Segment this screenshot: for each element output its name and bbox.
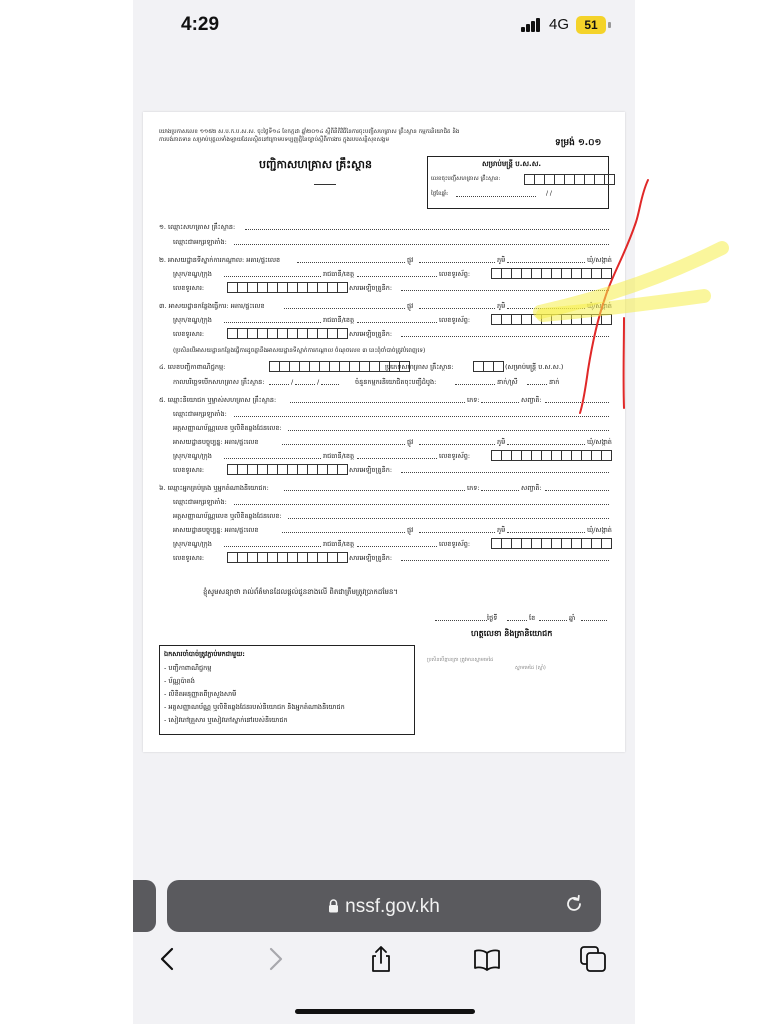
row-label: ១. ឈ្មោះសហគ្រាស គ្រឹះស្ថាន: — [159, 223, 236, 231]
office-reg-boxes[interactable] — [524, 174, 614, 185]
row-label: ផ្លូវ — [407, 526, 414, 534]
fill-line[interactable] — [288, 518, 609, 519]
row-label: លេខទូរស័ព្ទ: — [439, 270, 471, 278]
row-label: ឃុំ/សង្កាត់ — [587, 438, 612, 446]
row-label: លេខទូរស័ព្ទ: — [439, 452, 471, 460]
digit-boxes[interactable] — [227, 464, 347, 475]
browser-toolbar — [133, 935, 635, 985]
row-label: (ប្រសិនបើអាសយដ្ឋានកន្លែងធ្វើការដូចគ្នានឹងអាសយដ្ឋានទីស្នាក់ការកណ្ដាល ចំណុចលេខ ៣ នេះពុំចាំបាច់ត្រូវបំពេញទេ) — [173, 348, 426, 354]
fill-line[interactable] — [545, 402, 609, 403]
fill-line[interactable] — [357, 458, 437, 459]
fill-line[interactable] — [481, 490, 519, 491]
row-label: រាជធានី/ខេត្ត — [323, 270, 355, 278]
office-date-sep: / / — [546, 190, 552, 197]
row-label: សារអេឡិចត្រូនិក: — [349, 466, 393, 474]
url-domain: nssf.gov.kh — [345, 896, 440, 917]
fill-line[interactable] — [284, 490, 465, 491]
fill-line[interactable] — [284, 308, 405, 309]
signature-note-1: ប្រសិនបើគ្មានត្រា ត្រូវមានស្នាមមេដៃ — [427, 657, 494, 663]
row-label: ផ្លូវ — [407, 256, 414, 264]
row-label: លេខទូរស័ព្ទ: — [439, 316, 471, 324]
lock-icon — [328, 899, 339, 913]
digit-boxes[interactable] — [491, 268, 611, 279]
fill-line[interactable] — [419, 308, 495, 309]
fill-line[interactable] — [290, 402, 465, 403]
office-date-line[interactable] — [456, 196, 536, 197]
fill-line[interactable] — [401, 560, 609, 561]
form-number: ទម្រង់ ១.០១ — [555, 138, 602, 148]
fill-line[interactable] — [357, 322, 437, 323]
row-label: រាជធានី/ខេត្ត — [323, 316, 355, 324]
date-day-value[interactable] — [507, 620, 527, 621]
row-label: ស្រុក/ខណ្ឌ/ក្រុង — [173, 452, 212, 460]
header-note: យោងប្រកាសលេខ ១១៥២ ស.ប.ក.ប.ស.ស. ចុះថ្ងៃទី១៤ ខែកក្កដា ឆ្នាំ២០១៤ ស្តីពីនីតិវិធីនៃការចុះបញ្ជីសហគ្រាស គ្រឹះស្ថាន កម្មករនិយោជិត និង — [159, 129, 460, 135]
digit-boxes[interactable] — [491, 450, 611, 461]
status-bar — [133, 0, 635, 50]
row-label: ឈ្មោះជាអក្សរឡាតាំង: — [173, 410, 227, 418]
tabs-icon[interactable] — [579, 945, 607, 973]
home-indicator — [295, 1009, 475, 1014]
fill-line[interactable] — [234, 504, 609, 505]
row-label: ឃុំ/សង្កាត់ — [587, 256, 612, 264]
row-label: / — [291, 378, 294, 386]
network-type: 4G — [549, 16, 570, 33]
row-label: សញ្ជាតិ: — [521, 484, 542, 492]
fill-line[interactable] — [545, 490, 609, 491]
row-label: ស្រុក/ខណ្ឌ/ក្រុង — [173, 270, 212, 278]
row-label: នាក់ — [549, 378, 560, 386]
signal-icon — [521, 18, 543, 32]
attachments-title: ឯកសារចាំបាច់ត្រូវភ្ជាប់មកជាមួយ: — [164, 650, 245, 658]
fill-line[interactable] — [297, 262, 405, 263]
header-note-2: ការបង់ភាគទាន សម្រាប់បុគ្គលទាំងឡាយដែលស្ថិតនៅក្រោមបទប្បញ្ញត្តិនៃច្បាប់ស្តីពីការងារ ក្នុងរបបសន្តិសុខសង្គម — [159, 137, 390, 143]
row-label: ភូមិ — [497, 302, 506, 310]
fill-line[interactable] — [401, 336, 609, 337]
row-label: អត្តសញ្ញាណប័ណ្ណលេខ ឬលិខិតឆ្លងដែនលេខ: — [173, 512, 282, 520]
row-label: ភូមិ — [497, 526, 506, 534]
digit-boxes[interactable] — [491, 538, 611, 549]
row-label: ភេទ: — [467, 396, 480, 404]
row-label: ឈ្មោះជាអក្សរឡាតាំង: — [173, 498, 227, 506]
row-label: ឃុំ/សង្កាត់ — [587, 526, 612, 534]
date-day-line[interactable] — [435, 620, 487, 621]
row-label: អាសយដ្ឋានបច្ចុប្បន្ន: អគារ/ផ្ទះលេខ — [173, 526, 259, 534]
fill-line[interactable] — [401, 472, 609, 473]
attachment-item: - អត្តសញ្ញាណប័ណ្ណ ឬលិខិតឆ្លងដែនរបស់និយោជក និងអ្នកតំណាងនិយោជក — [164, 703, 345, 711]
row-label: ផ្លូវ — [407, 302, 414, 310]
row-label: ចំនួនកម្មករនិយោជិតចុះបញ្ជីដំបូង: — [355, 378, 437, 386]
fill-line[interactable] — [282, 532, 405, 533]
row-label: ភេទ: — [467, 484, 480, 492]
date-year-value[interactable] — [581, 620, 607, 621]
date-month-label: ខែ — [529, 614, 536, 622]
digit-boxes[interactable] — [491, 314, 611, 325]
row-label: អត្តសញ្ញាណប័ណ្ណលេខ ឬលិខិតឆ្លងដែនលេខ: — [173, 424, 282, 432]
fill-line[interactable] — [527, 384, 547, 385]
status-time: 4:29 — [181, 14, 220, 35]
fill-line[interactable] — [357, 546, 437, 547]
phone-screen — [133, 0, 635, 1024]
row-label: រាជធានី/ខេត្ត — [323, 540, 355, 548]
fill-line[interactable] — [224, 458, 321, 459]
row-label: លេខទូរសារ: — [173, 330, 205, 338]
fill-line[interactable] — [224, 322, 321, 323]
row-label: ភូមិ — [497, 256, 506, 264]
fill-line[interactable] — [269, 384, 289, 385]
fill-line[interactable] — [455, 384, 495, 385]
fill-line[interactable] — [419, 444, 495, 445]
title-underline — [314, 184, 336, 185]
bookmarks-icon[interactable] — [473, 945, 501, 973]
forward-icon[interactable] — [261, 945, 289, 973]
fill-line[interactable] — [224, 546, 321, 547]
row-label: ២. អាសយដ្ឋានទីស្នាក់ការកណ្ដាល: អគារ/ផ្ទះលេខ — [159, 256, 281, 264]
declaration-text: ខ្ញុំសូមសន្យាថា រាល់ព័ត៌មានដែលផ្ដល់ជូនខាងលើ ពិតជាត្រឹមត្រូវប្រាកដមែន។ — [203, 588, 399, 596]
share-icon[interactable] — [367, 945, 395, 973]
pdf-document-page[interactable] — [143, 112, 625, 752]
office-date-label: ថ្ងៃខែឆ្នាំ: — [431, 191, 449, 197]
row-label: លេខទូរសារ: — [173, 284, 205, 292]
row-label: ៤. លេខបញ្ជិកាពាណិជ្ជកម្ម: — [159, 363, 226, 371]
signature-note-2: ស្នាមមេដៃ (ស្តាំ) — [515, 665, 546, 671]
digit-boxes[interactable] — [227, 282, 347, 293]
row-label: ៣. អាសយដ្ឋានកន្លែងធ្វើការ: អគារ/ផ្ទះលេខ — [159, 302, 265, 310]
form-title: បញ្ជិកាសហគ្រាស គ្រឹះស្ថាន — [259, 158, 372, 171]
row-label: រាជធានី/ខេត្ត — [323, 452, 355, 460]
row-label: (សម្រាប់មន្ត្រី ប.ស.ស.) — [505, 363, 564, 371]
row-label: លេខទូរស័ព្ទ: — [439, 540, 471, 548]
fill-line[interactable] — [507, 262, 585, 263]
row-label: ភូមិ — [497, 438, 506, 446]
fill-line[interactable] — [357, 276, 437, 277]
attachment-item: - សៀវភៅគ្រួសារ ឬសៀវភៅស្នាក់នៅរបស់និយោជក — [164, 716, 288, 724]
signature-title: ហត្ថលេខា និងត្រានិយោជក — [471, 629, 553, 638]
row-label: អាសយដ្ឋានបច្ចុប្បន្ន: អគារ/ផ្ទះលេខ — [173, 438, 259, 446]
date-month-value[interactable] — [539, 620, 567, 621]
row-label: ឈ្មោះជាអក្សរឡាតាំង: — [173, 238, 227, 246]
previous-tab-preview[interactable] — [133, 880, 156, 932]
row-label: សារអេឡិចត្រូនិក: — [349, 284, 393, 292]
fill-line[interactable] — [245, 229, 609, 230]
attachment-item: - បញ្ជិកាពាណិជ្ជកម្ម — [164, 664, 212, 672]
fill-line[interactable] — [401, 290, 609, 291]
fill-line[interactable] — [507, 444, 585, 445]
battery-tip — [608, 22, 611, 28]
digit-boxes[interactable] — [227, 328, 347, 339]
fill-line[interactable] — [224, 276, 321, 277]
row-label: លេខទូរសារ: — [173, 466, 205, 474]
office-use-box — [427, 156, 609, 209]
date-year-label: ឆ្នាំ — [569, 614, 576, 622]
attachment-item: - ប័ណ្ណប៉ាតង់ — [164, 677, 195, 685]
attachments-box — [159, 645, 415, 735]
fill-line[interactable] — [234, 416, 609, 417]
row-label: សារអេឡិចត្រូនិក: — [349, 554, 393, 562]
row-label: សញ្ជាតិ: — [521, 396, 542, 404]
fill-line[interactable] — [234, 244, 609, 245]
row-label: ប្រភេទសហគ្រាស គ្រឹះស្ថាន: — [385, 363, 454, 371]
fill-line[interactable] — [282, 444, 405, 445]
fill-line[interactable] — [481, 402, 519, 403]
digit-boxes[interactable] — [227, 552, 347, 563]
fill-line[interactable] — [295, 384, 315, 385]
digit-boxes[interactable] — [473, 361, 503, 372]
battery-icon: 51 — [576, 16, 606, 34]
office-reg-label: លេខចុះបញ្ជីសហគ្រាស គ្រឹះស្ថាន: — [431, 176, 501, 182]
fill-line[interactable] — [288, 430, 609, 431]
row-label: នាក់/ស្រី — [497, 378, 518, 386]
fill-line[interactable] — [321, 384, 339, 385]
row-label: ៦. ឈ្មោះអ្នកគ្រប់គ្រង ឬអ្នកតំណាងនិយោជក: — [159, 484, 269, 492]
fill-line[interactable] — [507, 308, 585, 309]
row-label: ៥. ឈ្មោះនិយោជក ឬម្ចាស់សហគ្រាស គ្រឹះស្ថាន: — [159, 396, 277, 404]
row-label: លេខទូរសារ: — [173, 554, 205, 562]
reload-icon[interactable] — [563, 893, 585, 915]
url-text[interactable] — [167, 896, 601, 918]
fill-line[interactable] — [419, 532, 495, 533]
address-bar[interactable] — [167, 880, 601, 932]
row-label: ឃុំ/សង្កាត់ — [587, 302, 612, 310]
office-box-heading: សម្រាប់មន្ត្រី ប.ស.ស. — [482, 160, 542, 168]
fill-line[interactable] — [507, 532, 585, 533]
date-day-label: ថ្ងៃទី — [487, 614, 498, 622]
row-label: ស្រុក/ខណ្ឌ/ក្រុង — [173, 316, 212, 324]
row-label: ផ្លូវ — [407, 438, 414, 446]
fill-line[interactable] — [419, 262, 495, 263]
attachment-item: - លិខិតអនុញ្ញាតពីក្រសួងសាមី — [164, 690, 237, 698]
row-label: / — [317, 378, 320, 386]
row-label: ស្រុក/ខណ្ឌ/ក្រុង — [173, 540, 212, 548]
row-label: កាលបរិច្ឆេទបើកសហគ្រាស គ្រឹះស្ថាន: — [173, 378, 265, 386]
row-label: សារអេឡិចត្រូនិក: — [349, 330, 393, 338]
back-icon[interactable] — [154, 945, 182, 973]
